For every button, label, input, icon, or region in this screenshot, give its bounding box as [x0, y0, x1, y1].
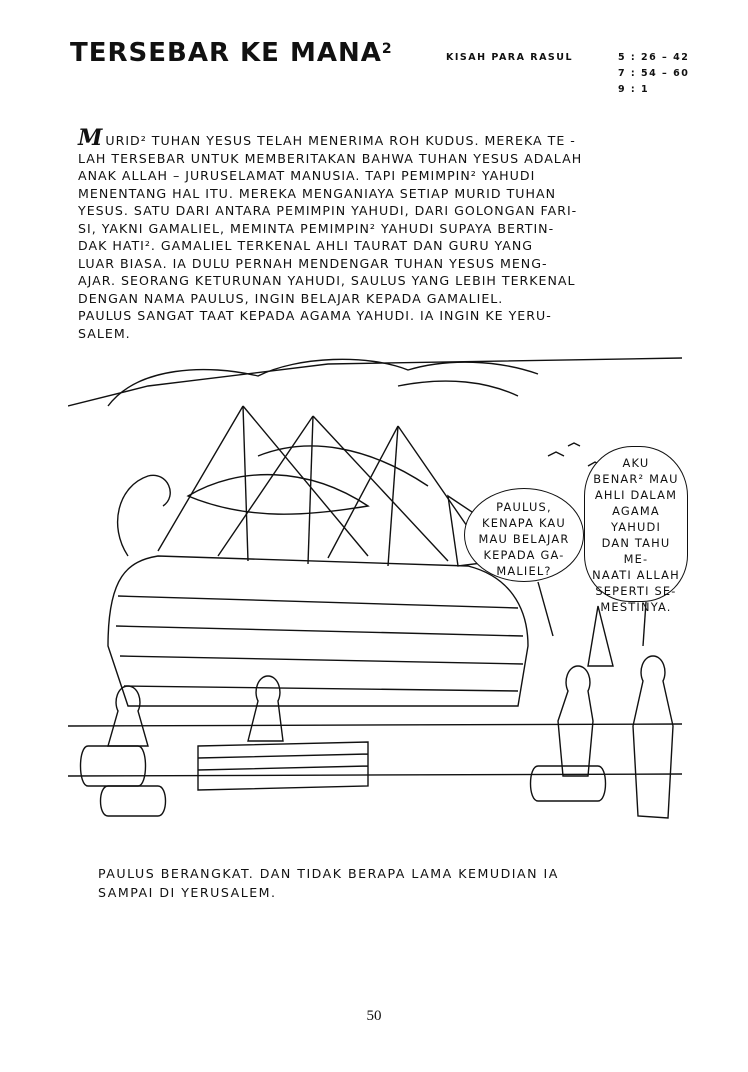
story-text	[78, 125, 682, 342]
barrel	[531, 766, 606, 801]
dock-ground	[68, 724, 682, 726]
story-line: LUAR BIASA. IA DULU PERNAH MENDENGAR TUHAN YESUS MENG-	[78, 255, 548, 271]
story-line: YESUS. SATU DARI ANTARA PEMIMPIN YAHUDI, DARI GOLONGAN FARI-	[78, 203, 578, 218]
scripture-reference: 7 : 54 – 60	[618, 68, 690, 79]
story-line: DAK HATI². GAMALIEL TERKENAL AHLI TAURAT DAN GURU YANG	[78, 238, 534, 253]
story-line: LAH TERSEBAR UNTUK MEMBERITAKAN BAHWA TUHAN YESUS ADALAH	[78, 150, 583, 166]
paulus-figure	[633, 656, 673, 818]
mast	[388, 426, 398, 566]
bubble-line: DAN TAHU ME-	[601, 536, 671, 566]
story-line: AJAR. SEORANG KETURUNAN YAHUDI, SAULUS YANG LEBIH TERKENAL	[78, 273, 576, 288]
bubble-line: KENAPA KAU	[482, 516, 566, 530]
speech-pointer	[538, 582, 553, 636]
mast	[243, 406, 248, 561]
rigging	[158, 406, 498, 571]
crates	[198, 742, 368, 790]
story-line: PAULUS SANGAT TAAT KEPADA AGAMA YAHUDI. IA INGIN KE YERU-	[78, 308, 552, 323]
title-superscript: 2	[381, 41, 393, 57]
speech-bubble-answer	[584, 446, 688, 614]
horizon-line	[68, 358, 682, 406]
ship-hull-planks	[116, 596, 523, 691]
scripture-reference: 9 : 1	[618, 84, 650, 95]
scripture-references	[618, 50, 689, 98]
barrel	[81, 746, 146, 786]
barrel	[101, 786, 166, 816]
story-line: DENGAN NAMA PAULUS, INGIN BELAJAR KEPADA GAMALIEL.	[78, 290, 504, 306]
caption-line: PAULUS BERANGKAT. DAN TIDAK BERAPA LAMA KEMUDIAN IA	[98, 866, 559, 881]
bubble-line: SEPERTI SE-	[595, 584, 677, 598]
cloud-outline	[398, 381, 518, 396]
story-line: SALEM.	[78, 325, 131, 341]
bubble-line: MESTINYA.	[600, 600, 672, 614]
drop-cap: M	[78, 125, 104, 151]
bubble-line: KEPADA GA-	[483, 548, 565, 562]
speech-bubble-question	[464, 488, 584, 582]
bubble-line: MALIEL?	[496, 564, 552, 578]
companion-figure	[558, 666, 593, 776]
bubble-line: AGAMA YAHUDI	[610, 504, 662, 534]
page-title: TERSEBAR KE MANA$^2$	[70, 38, 393, 68]
sail	[188, 475, 368, 515]
bubble-line: NAATI ALLAH	[592, 568, 680, 582]
story-line: MENENTANG HAL ITU. MEREKA MENGANIAYA SETIAP MURID TUHAN	[78, 185, 557, 201]
small-boat-sail	[588, 606, 613, 666]
bubble-line: BENAR² MAU	[593, 472, 679, 486]
bubble-line: AKU	[622, 456, 650, 470]
scripture-reference: 5 : 26 – 42	[618, 52, 690, 63]
worker-figure	[108, 686, 148, 746]
worker-figure	[248, 676, 283, 741]
bubble-line: AHLI DALAM	[594, 488, 678, 502]
dock-ground	[68, 774, 682, 776]
scripture-book: KISAH PARA RASUL	[446, 52, 574, 63]
story-line: SI, YAKNI GAMALIEL, MEMINTA PEMIMPIN² YAHUDI SUPAYA BERTIN-	[78, 220, 555, 236]
page-number: 50	[366, 1008, 382, 1024]
caption-line: SAMPAI DI YERUSALEM.	[98, 885, 277, 900]
story-line: MURID² TUHAN YESUS TELAH MENERIMA ROH KUDUS. MEREKA TE -	[78, 125, 576, 151]
sail	[258, 446, 428, 486]
story-line: ANAK ALLAH – JURUSELAMAT MANUSIA. TAPI PEMIMPIN² YAHUDI	[78, 168, 536, 183]
bubble-line: MAU BELAJAR	[478, 532, 570, 546]
panel-caption	[98, 864, 658, 902]
bubble-line: PAULUS,	[496, 500, 552, 514]
